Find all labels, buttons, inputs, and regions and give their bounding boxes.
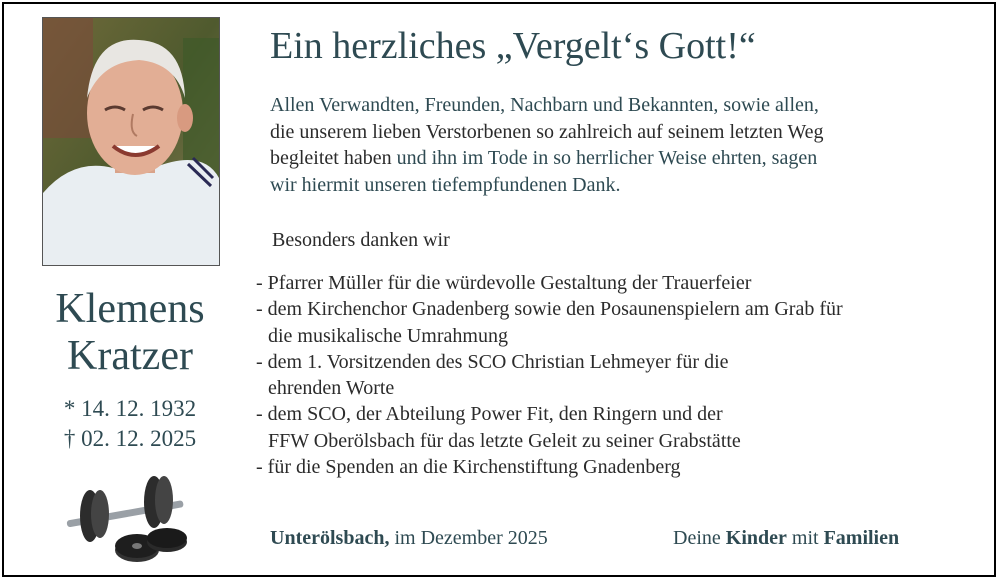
intro-line bbox=[270, 145, 824, 172]
portrait-photo bbox=[42, 17, 220, 266]
intro-text: begleitet haben bbox=[270, 147, 397, 169]
signature-text: Kinder bbox=[725, 527, 787, 549]
thanks-item: - für die Spenden an die Kirchenstiftung Gnadenberg bbox=[256, 456, 681, 479]
thanks-item-continuation: FFW Oberölsbach für das letzte Geleit zu seiner Grabstätte bbox=[268, 429, 741, 452]
thanks-item-continuation: die musikalische Umrahmung bbox=[268, 324, 508, 347]
intro-line: wir hiermit unseren tiefempfundenen Dank. bbox=[270, 173, 621, 196]
signature-text: Familien bbox=[823, 527, 900, 549]
signature-text: Deine bbox=[673, 527, 726, 549]
intro-text: und ihn im Tode in so herrlicher Weise ehrten, sagen bbox=[396, 147, 818, 169]
date-text: im Dezember 2025 bbox=[389, 527, 548, 549]
deceased-last-name: Kratzer bbox=[67, 333, 193, 379]
intro-line: Allen Verwandten, Freunden, Nachbarn und Bekannten, sowie allen, bbox=[270, 94, 819, 116]
death-date: † 02. 12. 2025 bbox=[63, 426, 197, 451]
signature-text: mit bbox=[786, 527, 824, 549]
thanks-list bbox=[256, 270, 843, 480]
intro-line: die unserem lieben Verstorbenen so zahlreich auf seinem letzten Weg bbox=[270, 120, 824, 143]
thanks-item: - Pfarrer Müller für die würdevolle Gestaltung der Trauerfeier bbox=[256, 272, 752, 294]
thanks-item: - dem Kirchenchor Gnadenberg sowie den Posaunenspielern am Grab für bbox=[256, 298, 843, 321]
thanks-item: - dem SCO, der Abteilung Power Fit, den Ringern und der bbox=[256, 403, 723, 426]
birth-date: * 14. 12. 1932 bbox=[63, 396, 197, 421]
thanks-item-continuation: ehrenden Worte bbox=[268, 377, 395, 400]
special-thanks-heading: Besonders danken wir bbox=[272, 229, 450, 251]
deceased-first-name: Klemens bbox=[55, 286, 205, 332]
signature bbox=[673, 527, 899, 550]
place-date bbox=[270, 527, 548, 550]
page-title: Ein herzliches „Vergelt‘s Gott!“ bbox=[270, 25, 756, 67]
place: Unterölsbach, bbox=[270, 527, 390, 549]
thanks-item: - dem 1. Vorsitzenden des SCO Christian Lehmeyer für die bbox=[256, 350, 729, 373]
intro-paragraph bbox=[270, 92, 824, 198]
dumbbell-icon bbox=[62, 470, 192, 565]
